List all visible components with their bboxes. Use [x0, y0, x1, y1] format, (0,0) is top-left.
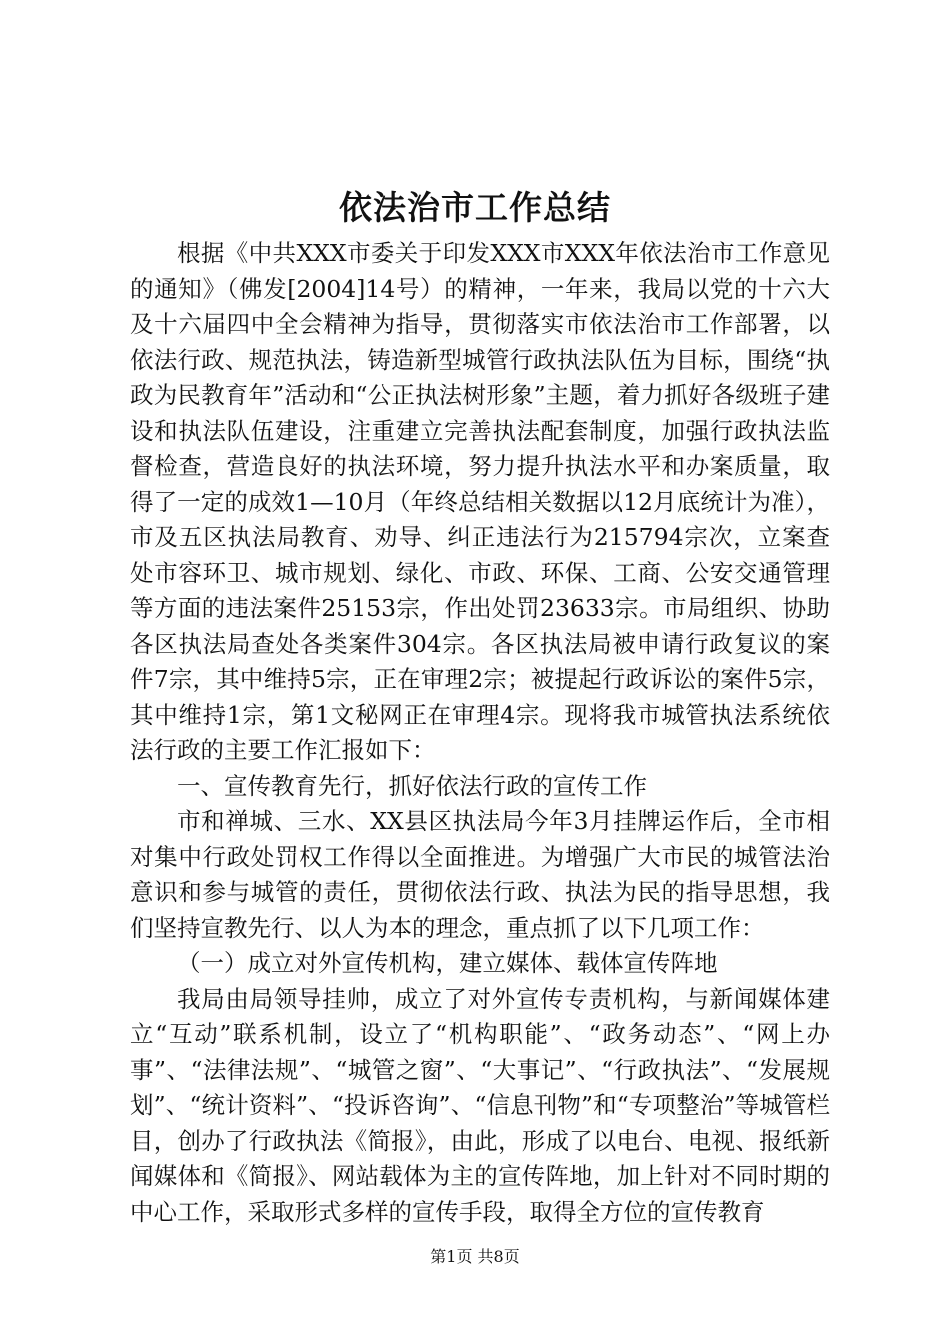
paragraph-section-1: 市和禅城、三水、XX县区执法局今年3月挂牌运作后，全市相对集中行政处罚权工作得以全面推进。为增强广大市民的城管法治意识和参与城管的责任，贯彻依法行政、执法为民的指导思想，我们坚持宣教先行、以人为本的理念，重点抓了以下几项工作： [130, 807, 830, 942]
paragraph-intro: 根据《中共XXX市委关于印发XXX市XXX年依法治市工作意见的通知》（佛发[2004]14号）的精神，一年来，我局以党的十六大及十六届四中全会精神为指导，贯彻落实市依法治市工作部署，以依法行政、规范执法，铸造新型城管行政执法队伍为目标，围绕“执政为民教育年”活动和“公正执法树形象”主题，着力抓好各级班子建设和执法队伍建设，注重建立完善执法配套制度，加强行政执法监督检查，营造良好的执法环境，努力提升执法水平和办案质量，取得了一定的成效1—10月（年终总结相关数据以12月底统计为准），市及五区执法局教育、劝导、纠正违法行为215794宗次，立案查处市容环卫、城市规划、绿化、市政、环保、工商、公安交通管理等方面的违法案件25153宗，作出处罚23633宗。市局组织、协助各区执法局查处各类案件304宗。各区执法局被申请行政复议的案件7宗，其中维持5宗，正在审理2宗；被提起行政诉讼的案件5宗，其中维持1宗，第1文秘网正在审理4宗。现将我市城管执法系统依法行政的主要工作汇报如下： [130, 239, 830, 764]
paragraph-subsection-1: 我局由局领导挂帅，成立了对外宣传专责机构，与新闻媒体建立“互动”联系机制，设立了“机构职能”、“政务动态”、“网上办事”、“法律法规”、“城管之窗”、“大事记”、“行政执法”、“发展规划”、“统计资料”、“投诉咨询”、“信息刊物”和“专项整治”等城管栏目，创办了行政执法《简报》，由此，形成了以电台、电视、报纸新闻媒体和《简报》、网站载体为主的宣传阵地，加上针对不同时期的中心工作，采取形式多样的宣传手段，取得全方位的宣传教育 [130, 984, 830, 1226]
section-heading-1: 一、宣传教育先行，抓好依法行政的宣传工作 [177, 771, 647, 800]
subsection-heading-1: （一）成立对外宣传机构，建立媒体、载体宣传阵地 [177, 949, 718, 977]
page-footer: 第1页 共8页 [430, 1247, 520, 1266]
document-title: 依法治市工作总结 [339, 188, 611, 227]
document-body [130, 236, 830, 1230]
